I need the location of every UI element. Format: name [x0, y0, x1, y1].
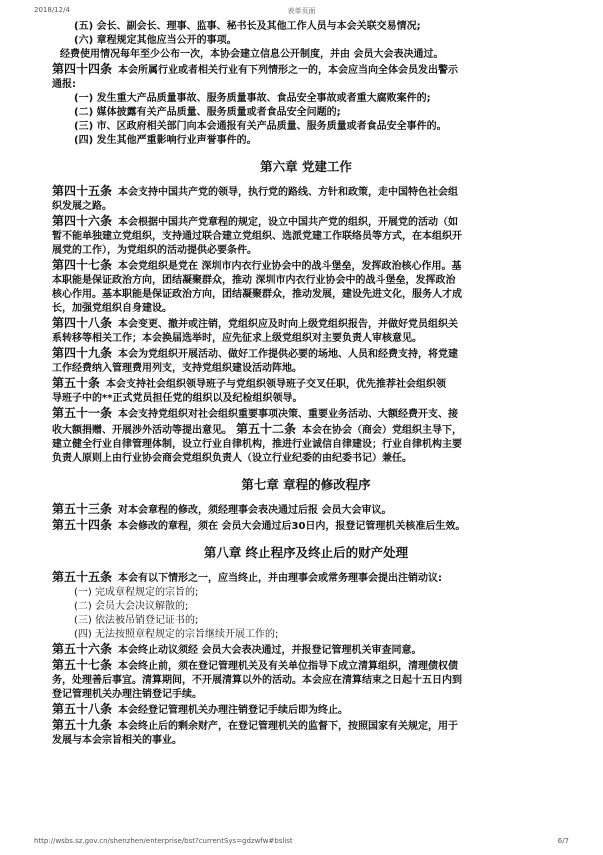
article-46: 第四十六条 本会根据中国共产党章程的规定，设立中国共产党的组织，开展党的活动（如: [52, 214, 459, 228]
article-label: 第五十七条: [52, 658, 113, 672]
article-line: 登记管理机关办理注销登记手续。: [52, 689, 202, 700]
page-number: 6/7: [557, 837, 569, 845]
article-54: 第五十四条 本会修改的章程，须在 会员大会通过后30日内，报登记管理机关核准后生效。: [52, 518, 466, 532]
article-line: 务，处理善后事宜。清算期间，不开展清算以外的活动。本会应在清算结束之日起十五日内到: [52, 675, 462, 686]
article-label: 第四十九条: [52, 346, 113, 360]
list-item: (三) 市、区政府相关部门向本会通报有关产品质量、服务质量或者食品安全事件的。: [74, 121, 447, 132]
header-title: 表单页面: [287, 7, 316, 15]
page-footer: [34, 837, 569, 849]
paragraph: 经费使用情况每年至少公布一次，本协会建立信息公开制度，并由 会员大会表决通过。: [60, 49, 444, 60]
article-line: 发展与本会宗旨相关的事业。: [52, 735, 182, 746]
article-line: 工作经费纳入管理费用列支，支持党组织建设活动阵地。: [52, 363, 302, 374]
article-label: 第五十九条: [52, 718, 113, 732]
chapter-6-title: 第六章 党建工作: [260, 159, 352, 174]
article-58: 第五十八条 本会经登记管理机关办理注销登记手续后即为终止。: [52, 702, 349, 716]
article-line: 本职能是保证政治方向，团结凝聚群众，推动 深圳市内衣行业协会中的战斗堡垒，发挥政治: [52, 275, 456, 286]
article-49: 第四十九条 本会为党组织开展活动、做好工作提供必要的场地、人员和经费支持，将党建: [52, 346, 459, 360]
article-label: 第四十七条: [52, 258, 113, 272]
article-label: 第四十六条: [52, 214, 113, 228]
article-47: 第四十七条 本会党组织是党在 深圳市内衣行业协会中的战斗堡垒，发挥政治核心作用。基: [52, 258, 462, 272]
list-item: (二) 会员大会决议解散的;: [74, 601, 189, 612]
header-date: 2018/12/4: [34, 6, 70, 14]
article-line: 核心作用。基本职能是保证政治方向，团结凝聚群众，推动发展，建设先进文化，服务人才成: [52, 289, 462, 300]
article-51: 第五十一条 本会支持党组织对社会组织重要事项决策、重要业务活动、大额经费开支、接: [52, 406, 459, 420]
article-55: 第五十五条 本会有以下情形之一，应当终止，并由理事会或常务理事会提出注销动议:: [52, 570, 443, 584]
chapter-8-title: 第八章 终止程序及终止后的财产处理: [203, 545, 409, 560]
list-item: (二) 媒体披露有关产品质量、服务质量或者食品安全问题的;: [74, 107, 341, 118]
article-line: 建立健全行业自律管理体制，设立行业自律机构，推进行业诚信自律建设；行业自律机构主要: [52, 439, 462, 450]
article-line: 系转移等相关工作；本会换届选举时，应先征求上级党组织对主要负责人审核意见。: [52, 333, 422, 344]
article-line: 通报:: [52, 79, 76, 90]
article-56: 第五十六条 本会终止动议须经 会员大会表决通过，并报登记管理机关审查同意。: [52, 642, 422, 656]
article-53: 第五十三条 对本会章程的修改，须经理事会表决通过后报 会员大会审议。: [52, 502, 392, 516]
list-item: (一) 发生重大产品质量事故、服务质量事故、食品安全事故或者重大腐败案件的;: [74, 93, 431, 104]
article-label: 第四十四条: [52, 62, 113, 76]
article-label: 第五十五条: [52, 570, 113, 584]
article-line: 展党的工作），为党组织的活动提供必要条件。: [52, 245, 257, 256]
article-50: 第五十条 本会支持社会组织领导班子与党组织领导班子交叉任职，优先推荐社会组织领: [52, 376, 447, 390]
article-label: 第五十一条: [52, 406, 113, 420]
article-label: 第四十五条: [52, 184, 113, 198]
article-line: 导班子中的**正式党员担任党的组织以及纪检组织领导。: [52, 393, 303, 404]
article-line: 暂不能单独建立党组织，支持通过联合建立党组织、选派党建工作联络员等方式，在本组织开: [52, 231, 462, 242]
list-item: (四) 无法按照章程规定的宗旨继续开展工作的;: [74, 629, 279, 640]
article-label: 第四十八条: [52, 316, 113, 330]
article-59: 第五十九条 本会终止后的剩余财产，在登记管理机关的监督下，按照国家有关规定，用于: [52, 718, 459, 732]
article-label: 第五十六条: [52, 642, 113, 656]
article-label: 第五十八条: [52, 702, 113, 716]
article-line: 负责人原则上由行业协会商会党组织负责人（设立行业纪委的由纪委书记）兼任。: [52, 453, 412, 464]
list-item: (三) 依法被吊销登记证书的;: [74, 615, 199, 626]
article-48: 第四十八条 本会变更、撤并或注销，党组织应及时向上级党组织报告，并做好党员组织关: [52, 316, 459, 330]
article-57: 第五十七条 本会终止前，须在登记管理机关及有关单位指导下成立清算组织，清理债权债: [52, 658, 459, 672]
article-label: 第五十二条: [236, 422, 297, 436]
article-line: 长，加强党组织自身建设。: [52, 303, 172, 314]
chapter-7-title: 第七章 章程的修改程序: [241, 477, 371, 492]
article-label: 第五十条: [52, 376, 101, 390]
list-item: (六) 章程规定其他应当公开的事项。: [74, 35, 237, 46]
article-44: 第四十四条 本会所属行业或者相关行业有下列情形之一的，本会应当向全体会员发出警示: [52, 62, 459, 76]
list-item: (四) 发生其他严重影响行业声誉事件的。: [74, 135, 257, 146]
article-label: 第五十三条: [52, 502, 113, 516]
list-item: (五) 会长、副会长、理事、监事、秘书长及其他工作人员与本会关联交易情况;: [74, 21, 421, 32]
article-label: 第五十四条: [52, 518, 113, 532]
list-item: (一) 完成章程规定的宗旨的;: [74, 587, 199, 598]
article-line: 收大额捐赠、开展涉外活动等提出意见。 第五十二条 本会在协会（商会）党组织主导下，: [52, 422, 463, 436]
article-line: 织发展之路。: [52, 201, 112, 212]
article-45: 第四十五条 本会支持中国共产党的领导，执行党的路线、方针和政策，走中国特色社会组: [52, 184, 459, 198]
document-body: [52, 20, 560, 748]
footer-url: http://wsbs.sz.gov.cn/shenzhen/enterprise/bst?currentSys=gdzwfw#bslist: [34, 837, 293, 845]
page-header: [34, 6, 569, 18]
